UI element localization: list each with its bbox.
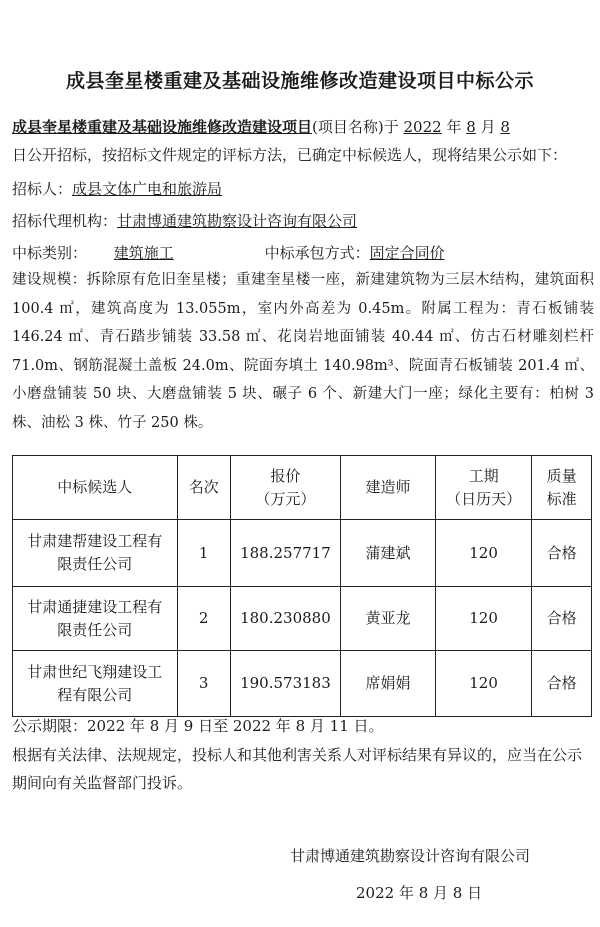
category-value: 建筑施工 bbox=[113, 244, 174, 262]
candidate-quality: 合格 bbox=[532, 520, 592, 587]
month-char: 月 bbox=[480, 118, 496, 136]
candidate-quality: 合格 bbox=[532, 651, 592, 717]
header-price: 报价 （万元） bbox=[230, 456, 340, 520]
table-header-row bbox=[13, 456, 592, 520]
year-char: 年 bbox=[446, 118, 462, 136]
header-period: 工期 （日历天） bbox=[436, 456, 532, 520]
candidate-price: 188.257717 bbox=[230, 520, 340, 587]
scope-paragraph bbox=[12, 266, 594, 437]
candidate-period: 120 bbox=[436, 651, 532, 717]
date-day: 8 bbox=[500, 118, 510, 136]
candidate-quality: 合格 bbox=[532, 587, 592, 651]
candidate-rank: 3 bbox=[177, 651, 230, 717]
intro-line2: 日公开招标，按招标文件规定的评标方法，已确定中标候选人，现将结果公示如下： bbox=[12, 146, 568, 164]
header-builder: 建造师 bbox=[340, 456, 435, 520]
scope-text: 拆除原有危旧奎星楼；重建奎星楼一座，新建建筑物为三层木结构，建筑面积 100.4 ㎡，建筑高度为 13.055m，室内外高差为 0.45m。附属工程为：青石板铺装 146.24 ㎡、青石踏步铺装 33.58 ㎡、花岗岩地面铺装 40.44 ㎡、仿古石材雕刻栏杆 71.0m、钢筋混凝土盖板 24.0m、院面夯填土 140.98m³、院面青石板铺装 201.4 ㎡、小磨盘铺装 50 块、大磨盘铺装 5 块、碾子 6 个、新建大门一座；绿化主要有：柏树 3 株、油松 3 株、竹子 250 株。 bbox=[12, 272, 594, 431]
agency-value: 甘肃博通建筑勘察设计咨询有限公司 bbox=[117, 212, 358, 230]
signature: 甘肃博通建筑勘察设计咨询有限公司 bbox=[290, 847, 531, 865]
page-title: 成县奎星楼重建及基础设施维修改造建设项目中标公示 bbox=[65, 70, 534, 92]
agency-label: 招标代理机构： bbox=[12, 212, 118, 230]
tenderer-label: 招标人： bbox=[12, 180, 73, 198]
header-candidate: 中标候选人 bbox=[13, 456, 178, 520]
table-row bbox=[13, 651, 592, 717]
tenderer-line bbox=[12, 178, 592, 199]
candidate-table bbox=[12, 455, 592, 717]
contract-label: 中标承包方式： bbox=[264, 244, 370, 262]
candidate-name: 甘肃建帮建设工程有 限责任公司 bbox=[13, 520, 178, 587]
category-line bbox=[12, 242, 592, 263]
period-notice: 公示期限：2022 年 8 月 9 日至 2022 年 8 月 11 日。 bbox=[12, 717, 384, 735]
table-row bbox=[13, 520, 592, 587]
date-year: 2022 bbox=[403, 118, 442, 136]
header-quality: 质量 标准 bbox=[532, 456, 592, 520]
candidate-price: 180.230880 bbox=[230, 587, 340, 651]
intro-paragraph bbox=[12, 113, 592, 169]
category-label: 中标类别： bbox=[12, 244, 88, 262]
header-rank: 名次 bbox=[177, 456, 230, 520]
agency-line bbox=[12, 210, 592, 231]
candidate-builder: 蒲建斌 bbox=[340, 520, 435, 587]
candidate-rank: 2 bbox=[177, 587, 230, 651]
date-month: 8 bbox=[466, 118, 476, 136]
candidate-rank: 1 bbox=[177, 520, 230, 587]
scope-label: 建设规模： bbox=[12, 272, 87, 288]
candidate-period: 120 bbox=[436, 520, 532, 587]
candidate-name: 甘肃世纪飞翔建设工 程有限公司 bbox=[13, 651, 178, 717]
candidate-price: 190.573183 bbox=[230, 651, 340, 717]
project-name: 成县奎星楼重建及基础设施维修改造建设项目 bbox=[12, 118, 313, 136]
table-row bbox=[13, 587, 592, 651]
sign-date: 2022 年 8 月 8 日 bbox=[356, 884, 483, 902]
contract-value: 固定合同价 bbox=[369, 244, 445, 262]
candidate-name: 甘肃通捷建设工程有 限责任公司 bbox=[13, 587, 178, 651]
objection-notice: 根据有关法律、法规规定，投标人和其他利害关系人对评标结果有异议的，应当在公示期间向有关监督部门投诉。 bbox=[12, 746, 583, 792]
candidate-period: 120 bbox=[436, 587, 532, 651]
candidate-builder: 席娟娟 bbox=[340, 651, 435, 717]
name-label: (项目名称)于 bbox=[312, 118, 399, 136]
candidate-builder: 黄亚龙 bbox=[340, 587, 435, 651]
tenderer-value: 成县文体广电和旅游局 bbox=[72, 180, 223, 198]
